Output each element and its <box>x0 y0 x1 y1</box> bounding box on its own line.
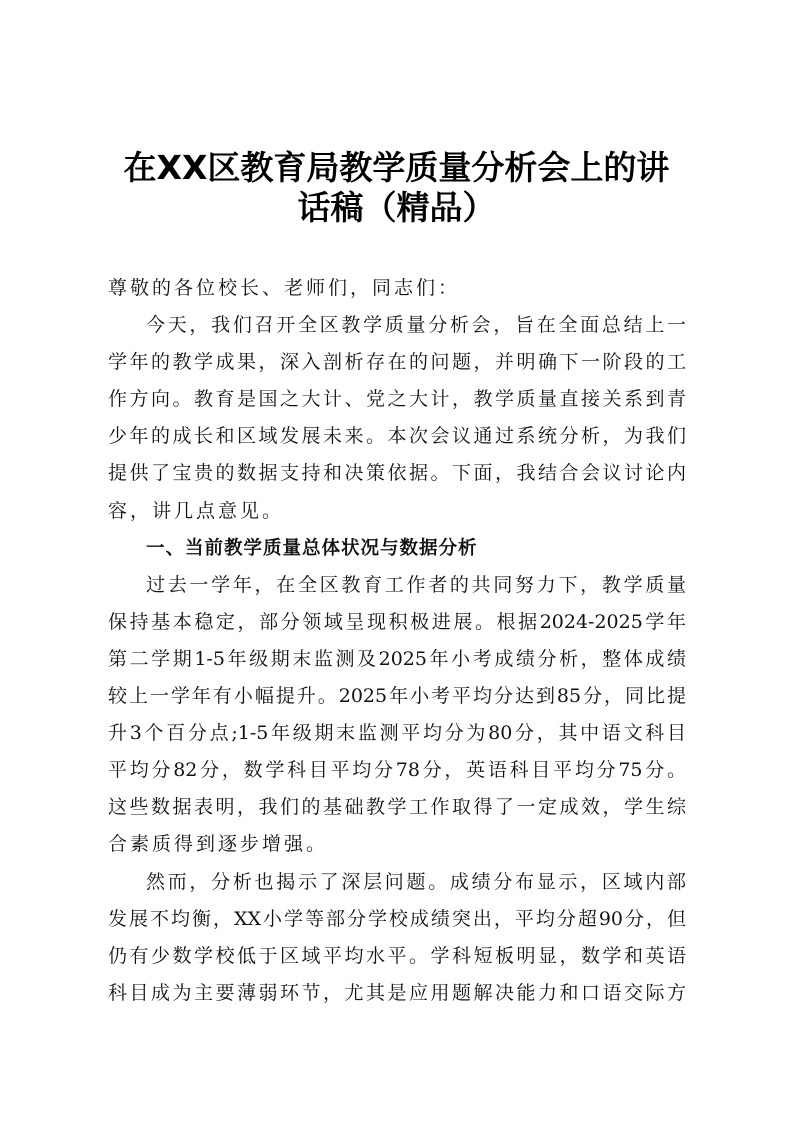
text-line: 这些数据表明，我们的基础教学工作取得了一定成效，学生综 <box>108 796 686 819</box>
title-line-2: 话稿（精品） <box>297 188 496 227</box>
title-line-1: 在XX区教育局教学质量分析会上的讲 <box>123 148 670 187</box>
text-line: 过去一学年，在全区教育工作者的共同努力下，教学质量 <box>146 573 686 596</box>
text-line: 第二学期1-5年级期末监测及2025年小考成绩分析，整体成绩 <box>108 647 686 670</box>
salutation <box>108 270 686 307</box>
paragraph <box>108 307 686 530</box>
text-line: 较上一学年有小幅提升。2025年小考平均分达到85分，同比提 <box>108 685 686 708</box>
text-line: 一、当前教学质量总体状况与数据分析 <box>146 537 478 559</box>
section-heading <box>108 530 686 567</box>
paragraph <box>108 864 686 1012</box>
text-line: 少年的成长和区域发展未来。本次会议通过系统分析，为我们 <box>108 425 686 448</box>
text-line: 平均分82分，数学科目平均分78分，英语科目平均分75分。 <box>108 759 686 782</box>
text-line: 仍有少数学校低于区域平均水平。学科短板明显，数学和英语 <box>108 944 686 967</box>
document-title <box>100 148 693 228</box>
text-line: 保持基本稳定，部分领域呈现积极进展。根据2024-2025学年 <box>108 610 686 633</box>
document-body <box>108 270 686 1012</box>
paragraph <box>108 567 686 864</box>
text-line: 发展不均衡，XX小学等部分学校成绩突出，平均分超90分，但 <box>108 907 686 930</box>
text-line: 作方向。教育是国之大计、党之大计，教学质量直接关系到青 <box>108 388 686 411</box>
text-line: 合素质得到逐步增强。 <box>108 833 329 856</box>
text-line: 提供了宝贵的数据支持和决策依据。下面，我结合会议讨论内 <box>108 462 686 485</box>
text-line: 科目成为主要薄弱环节，尤其是应用题解决能力和口语交际方 <box>108 981 686 1004</box>
text-line: 然而，分析也揭示了深层问题。成绩分布显示，区域内部 <box>146 870 686 893</box>
text-line: 尊敬的各位校长、老师们，同志们： <box>108 277 461 299</box>
text-line: 今天，我们召开全区教学质量分析会，旨在全面总结上一 <box>146 314 686 337</box>
text-line: 升3个百分点;1-5年级期末监测平均分为80分，其中语文科目 <box>108 722 686 745</box>
text-line: 容，讲几点意见。 <box>108 499 285 522</box>
text-line: 学年的教学成果，深入剖析存在的问题，并明确下一阶段的工 <box>108 351 686 374</box>
